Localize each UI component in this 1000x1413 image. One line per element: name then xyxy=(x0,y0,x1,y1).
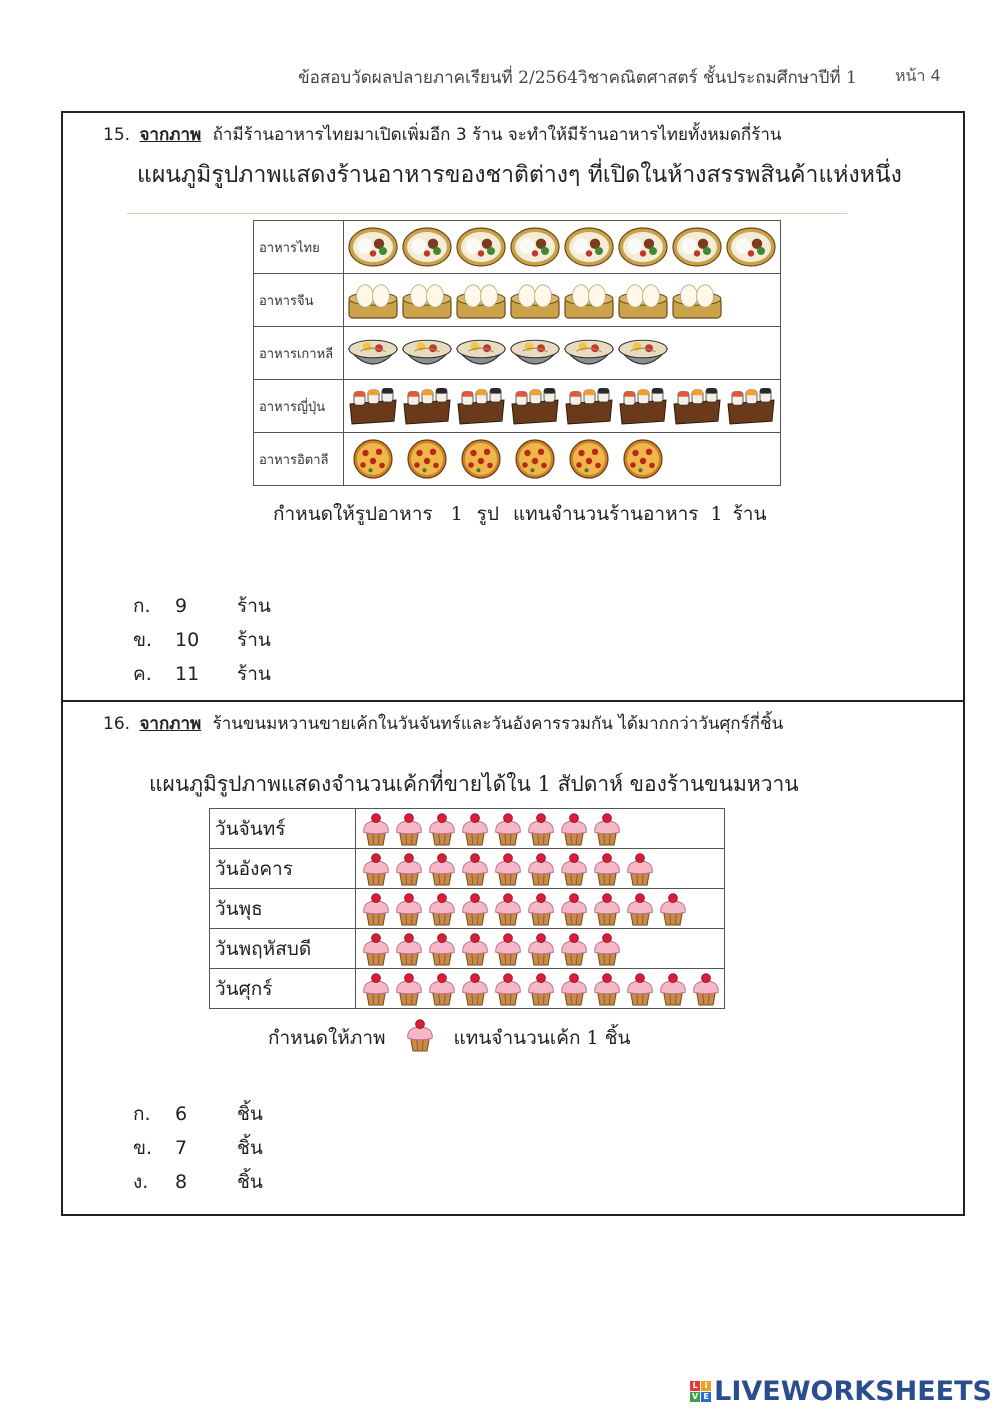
choice-unit: ชิ้น xyxy=(237,1137,263,1159)
row-label: อาหารอิตาลี xyxy=(254,433,344,486)
badge-letter: V xyxy=(692,1392,699,1401)
row-label: วันพุธ xyxy=(210,889,356,929)
cupcake-icon xyxy=(624,852,656,886)
choice-unit: ร้าน xyxy=(237,629,271,651)
page-header xyxy=(0,62,1000,92)
cupcake-icon xyxy=(404,1018,436,1057)
choice-letter: ค. xyxy=(133,663,152,685)
cupcake-icon xyxy=(360,892,392,926)
row-label: อาหารจีน xyxy=(254,274,344,327)
cupcake-icon xyxy=(525,852,557,886)
cupcake-icon xyxy=(558,892,590,926)
choice-value: 8 xyxy=(175,1171,188,1193)
exam-title: ข้อสอบวัดผลปลายภาคเรียนที่ 2/2564วิชาคณิตศาสตร์ ชั้นประถมศึกษาปีที่ 1 xyxy=(298,68,857,88)
row-icons xyxy=(356,849,725,889)
cupcake-icon xyxy=(657,972,689,1006)
rice-plate-icon xyxy=(618,227,668,267)
choice-letter: ข. xyxy=(133,1137,153,1159)
question-body: ร้านขนมหวานขายเค้กในวันจันทร์และวันอังคารรวมกัน ได้มากกว่าวันศุกร์กี่ชิ้น xyxy=(212,714,784,734)
pictograph-row xyxy=(254,221,781,274)
liveworksheets-logo xyxy=(690,1376,992,1407)
chart-title: แผนภูมิรูปภาพแสดงจำนวนเค้กที่ขายได้ใน 1 สัปดาห์ ของร้านขนมหวาน xyxy=(149,772,799,796)
cupcake-icon xyxy=(426,892,458,926)
cupcake-icon xyxy=(591,972,623,1006)
cupcake-icon xyxy=(426,812,458,846)
cupcake-icon xyxy=(492,972,524,1006)
logo-text: LIVEWORKSHEETS xyxy=(714,1376,992,1407)
choice-value: 10 xyxy=(175,629,200,651)
sushi-platter-icon xyxy=(618,386,668,426)
dim-sum-icon xyxy=(348,280,398,320)
dim-sum-icon xyxy=(618,280,668,320)
legend-prefix: กำหนดให้รูปอาหาร xyxy=(273,503,433,525)
sushi-platter-icon xyxy=(564,386,614,426)
noodle-bowl-icon xyxy=(618,333,668,373)
choice-unit: ชิ้น xyxy=(237,1103,263,1125)
pictograph-row xyxy=(254,380,781,433)
page-number: หน้า 4 xyxy=(895,66,941,85)
choice-unit: ร้าน xyxy=(237,595,271,617)
row-label: วันจันทร์ xyxy=(210,809,356,849)
badge-letter: E xyxy=(701,1392,711,1402)
cupcake-icon xyxy=(558,852,590,886)
cupcake-icon xyxy=(360,972,392,1006)
noodle-bowl-icon xyxy=(510,333,560,373)
pizza-icon xyxy=(456,439,506,479)
rice-plate-icon xyxy=(726,227,776,267)
row-icons xyxy=(356,929,725,969)
cupcake-icon xyxy=(591,932,623,966)
row-label: อาหารเกาหลี xyxy=(254,327,344,380)
answer-choice[interactable] xyxy=(133,1167,263,1197)
food-pictograph xyxy=(253,220,781,486)
noodle-bowl-icon xyxy=(456,333,506,373)
question-tag: จากภาพ xyxy=(139,714,202,734)
cupcake-icon xyxy=(404,1018,436,1052)
cupcake-icon xyxy=(360,852,392,886)
sushi-platter-icon xyxy=(402,386,452,426)
question-body: ถ้ามีร้านอาหารไทยมาเปิดเพิ่มอีก 3 ร้าน จะทำให้มีร้านอาหารไทยทั้งหมดกี่ร้าน xyxy=(212,125,782,145)
question-16-box xyxy=(61,700,965,1216)
cupcake-icon xyxy=(492,852,524,886)
pizza-icon xyxy=(402,439,452,479)
cupcake-icon xyxy=(459,932,491,966)
choice-value: 9 xyxy=(175,595,188,617)
rice-plate-icon xyxy=(402,227,452,267)
cupcake-icon xyxy=(558,932,590,966)
cupcake-icon xyxy=(426,932,458,966)
legend-suffix: แทนจำนวนเค้ก 1 ชิ้น xyxy=(453,1026,631,1049)
legend-prefix: กำหนดให้ภาพ xyxy=(268,1026,386,1049)
legend-count: 1 xyxy=(450,503,463,525)
cupcake-icon xyxy=(525,812,557,846)
cupcake-icon xyxy=(591,892,623,926)
rice-plate-icon xyxy=(348,227,398,267)
choice-letter: ข. xyxy=(133,629,153,651)
chart-legend xyxy=(268,1018,631,1057)
cupcake-icon xyxy=(492,892,524,926)
choice-value: 6 xyxy=(175,1103,188,1125)
cupcake-icon xyxy=(558,812,590,846)
logo-badge xyxy=(690,1381,711,1402)
sushi-platter-icon xyxy=(348,386,398,426)
dim-sum-icon xyxy=(402,280,452,320)
dim-sum-icon xyxy=(510,280,560,320)
badge-letter: L xyxy=(690,1381,700,1391)
noodle-bowl-icon xyxy=(348,333,398,373)
cupcake-icon xyxy=(393,972,425,1006)
answer-choice[interactable] xyxy=(133,591,271,621)
cupcake-icon xyxy=(459,812,491,846)
cupcake-icon xyxy=(525,892,557,926)
choice-letter: ก. xyxy=(133,595,151,617)
row-label: วันศุกร์ xyxy=(210,969,356,1009)
row-icons xyxy=(356,969,725,1009)
divider xyxy=(127,213,847,214)
cupcake-icon xyxy=(558,972,590,1006)
cake-pictograph xyxy=(209,808,725,1009)
rice-plate-icon xyxy=(564,227,614,267)
legend-suffix: ร้าน xyxy=(732,503,767,525)
noodle-bowl-icon xyxy=(402,333,452,373)
choice-unit: ชิ้น xyxy=(237,1171,263,1193)
answer-choice[interactable] xyxy=(133,625,271,655)
question-15-box xyxy=(61,111,965,702)
row-label: อาหารญี่ปุ่น xyxy=(254,380,344,433)
pictograph-row xyxy=(210,809,725,849)
pictograph-row xyxy=(254,327,781,380)
pizza-icon xyxy=(564,439,614,479)
sushi-platter-icon xyxy=(672,386,722,426)
pictograph-row xyxy=(210,849,725,889)
cupcake-icon xyxy=(393,892,425,926)
cupcake-icon xyxy=(492,812,524,846)
question-tag: จากภาพ xyxy=(139,125,202,145)
rice-plate-icon xyxy=(672,227,722,267)
sushi-platter-icon xyxy=(726,386,776,426)
pictograph-row xyxy=(210,969,725,1009)
choice-value: 11 xyxy=(175,663,200,685)
dim-sum-icon xyxy=(564,280,614,320)
row-label: อาหารไทย xyxy=(254,221,344,274)
row-icons xyxy=(344,327,781,380)
answer-choice[interactable] xyxy=(133,659,271,689)
question-number: 16. xyxy=(103,714,131,734)
cupcake-icon xyxy=(492,932,524,966)
cupcake-icon xyxy=(360,812,392,846)
cupcake-icon xyxy=(459,852,491,886)
question-15-text xyxy=(103,121,782,148)
pizza-icon xyxy=(510,439,560,479)
answer-choice[interactable] xyxy=(133,1099,263,1129)
pictograph-row xyxy=(254,274,781,327)
cupcake-icon xyxy=(657,892,689,926)
sushi-platter-icon xyxy=(510,386,560,426)
legend-count-2: 1 xyxy=(710,503,723,525)
cupcake-icon xyxy=(591,852,623,886)
legend-unit: รูป xyxy=(476,503,499,525)
rice-plate-icon xyxy=(510,227,560,267)
cupcake-icon xyxy=(393,932,425,966)
question-16-text xyxy=(103,710,783,737)
cupcake-icon xyxy=(624,972,656,1006)
row-icons xyxy=(344,380,781,433)
row-icons xyxy=(356,889,725,929)
cupcake-icon xyxy=(525,932,557,966)
badge-letter: I xyxy=(701,1381,711,1391)
row-label: วันอังคาร xyxy=(210,849,356,889)
choice-letter: ก. xyxy=(133,1103,151,1125)
row-icons xyxy=(356,809,725,849)
cupcake-icon xyxy=(624,892,656,926)
pizza-icon xyxy=(348,439,398,479)
cupcake-icon xyxy=(393,812,425,846)
pizza-icon xyxy=(618,439,668,479)
choice-value: 7 xyxy=(175,1137,188,1159)
chart-legend xyxy=(273,499,766,529)
choice-letter: ง. xyxy=(133,1171,149,1193)
dim-sum-icon xyxy=(456,280,506,320)
answer-choice[interactable] xyxy=(133,1133,263,1163)
cupcake-icon xyxy=(591,812,623,846)
cupcake-icon xyxy=(393,852,425,886)
question-number: 15. xyxy=(103,125,131,145)
cupcake-icon xyxy=(426,972,458,1006)
pictograph-row xyxy=(210,889,725,929)
chart-title: แผนภูมิรูปภาพแสดงร้านอาหารของชาติต่างๆ ที่เปิดในห้างสรรพสินค้าแห่งหนึ่ง xyxy=(137,162,902,188)
sushi-platter-icon xyxy=(456,386,506,426)
cupcake-icon xyxy=(360,932,392,966)
dim-sum-icon xyxy=(672,280,722,320)
row-label: วันพฤหัสบดี xyxy=(210,929,356,969)
cupcake-icon xyxy=(459,892,491,926)
row-icons xyxy=(344,221,781,274)
row-icons xyxy=(344,274,781,327)
rice-plate-icon xyxy=(456,227,506,267)
cupcake-icon xyxy=(690,972,722,1006)
choice-unit: ร้าน xyxy=(237,663,271,685)
pictograph-row xyxy=(210,929,725,969)
cupcake-icon xyxy=(459,972,491,1006)
noodle-bowl-icon xyxy=(564,333,614,373)
cupcake-icon xyxy=(525,972,557,1006)
cupcake-icon xyxy=(426,852,458,886)
pictograph-row xyxy=(254,433,781,486)
legend-middle: แทนจำนวนร้านอาหาร xyxy=(512,503,699,525)
row-icons xyxy=(344,433,781,486)
